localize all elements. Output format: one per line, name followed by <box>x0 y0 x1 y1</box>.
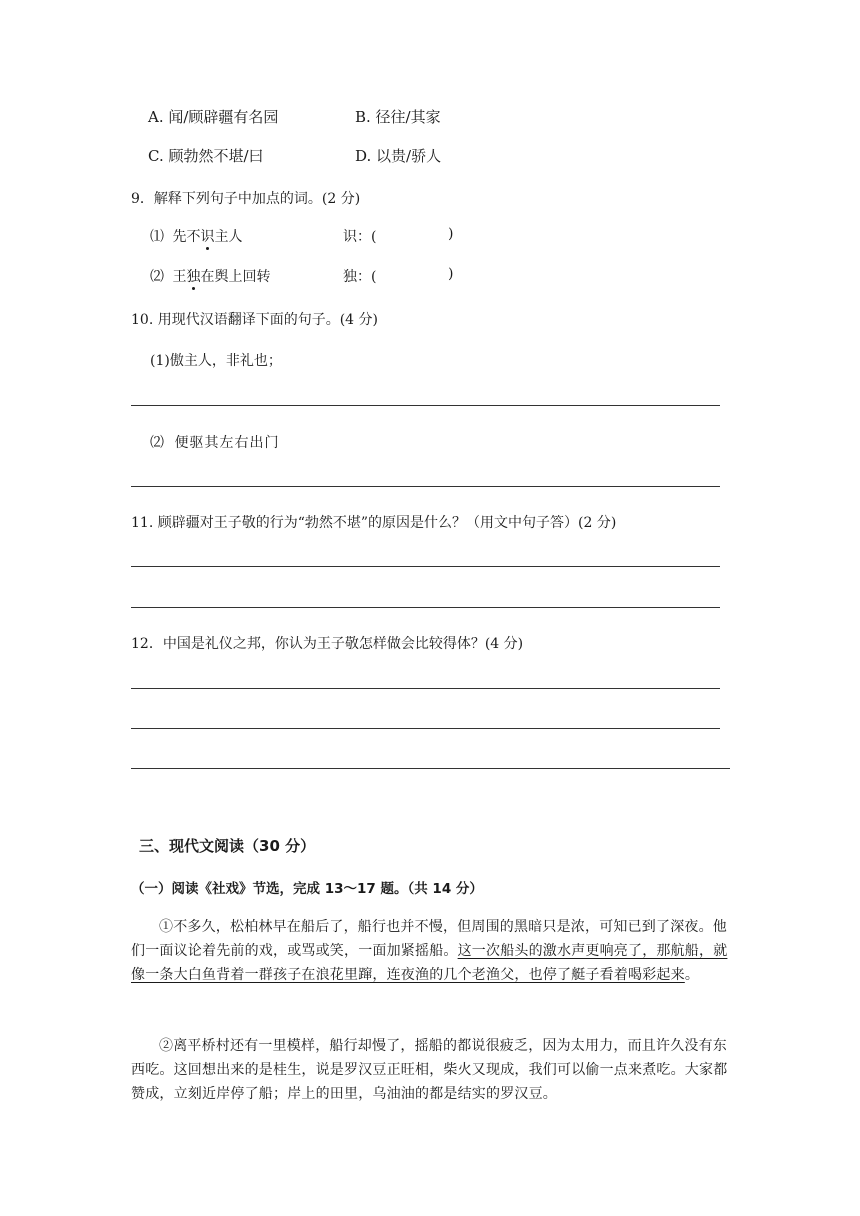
dotted-word: 识 <box>200 229 215 245</box>
paragraph-text: ①不多久，松柏林早在船后了，船行也并不慢，但周围的黑暗只是浓，可知已到了深夜。他们一面议论着先前的戏，或骂或笑，一面加紧摇船。 <box>131 919 727 959</box>
sentence-pre: 王 <box>172 269 187 285</box>
question-12-stem: 12．中国是礼仪之邦，你认为王子敬怎样做会比较得体？(4 分) <box>131 636 524 652</box>
option-b: B. 径往/其家 <box>355 108 441 126</box>
section-heading: 三、现代文阅读（30 分） <box>139 837 316 855</box>
item-number: ⑵ <box>150 435 164 451</box>
answer-close-1: ) <box>448 226 454 242</box>
question-11-stem: 11. 顾辟疆对王子敬的行为“勃然不堪”的原因是什么？（用文中句子答）(2 分) <box>131 515 617 531</box>
paragraph-end: 。 <box>684 967 700 983</box>
option-d: D. 以贵/骄人 <box>355 147 442 165</box>
answer-label-2: 独：( <box>343 269 377 285</box>
answer-line[interactable] <box>131 688 720 689</box>
subsection-heading: （一）阅读《社戏》节选，完成 13～17 题。（共 14 分） <box>131 881 483 897</box>
answer-line[interactable] <box>131 607 720 608</box>
answer-label-1: 识：( <box>343 229 377 245</box>
sentence-pre: 先不 <box>172 229 201 245</box>
question-9-item-2 <box>150 266 270 286</box>
answer-line[interactable] <box>131 728 720 729</box>
question-10-stem: 10. 用现代汉语翻译下面的句子。(4 分) <box>131 312 378 328</box>
dotted-word: 独 <box>186 269 201 285</box>
answer-line[interactable] <box>131 566 720 567</box>
answer-close-2: ) <box>448 266 454 282</box>
underlined-sentence: 这一次船头的激水声更响亮了，那航船，就像一条大白鱼背着一群孩子在浪花里蹿，连夜渔的几个老渔父，也停了艇子看着喝彩起来 <box>131 943 728 983</box>
option-c: C. 顾勃然不堪/曰 <box>148 147 264 165</box>
passage-paragraph-2 <box>131 1034 731 1106</box>
option-a: A. 闻/顾辟疆有名园 <box>148 108 279 126</box>
answer-line[interactable] <box>131 768 730 769</box>
sentence-post: 在舆上回转 <box>200 269 271 285</box>
sentence-post: 主人 <box>214 229 243 245</box>
item-number: ⑵ <box>150 269 164 285</box>
passage-paragraph-1 <box>131 915 731 987</box>
question-9-item-1 <box>150 226 242 246</box>
question-10-sentence-2 <box>150 432 279 452</box>
sentence-text: 便驱其左右出门 <box>174 435 280 451</box>
answer-line[interactable] <box>131 405 720 406</box>
item-number: ⑴ <box>150 229 164 245</box>
question-10-sentence-1: (1)傲主人，非礼也； <box>150 353 282 369</box>
answer-line[interactable] <box>131 486 720 487</box>
answer-blank-1[interactable] <box>384 226 448 246</box>
answer-blank-2[interactable] <box>384 266 448 286</box>
question-9-stem: 9．解释下列句子中加点的词。(2 分) <box>131 191 361 207</box>
paragraph-text: ②离平桥村还有一里模样，船行却慢了，摇船的都说很疲乏，因为太用力，而且许久没有东西吃。这回想出来的是桂生，说是罗汉豆正旺相，柴火又现成，我们可以偷一点来煮吃。大家都赞成，立刻近岸停了船；岸上的田里，乌油油的都是结实的罗汉豆。 <box>131 1038 728 1102</box>
